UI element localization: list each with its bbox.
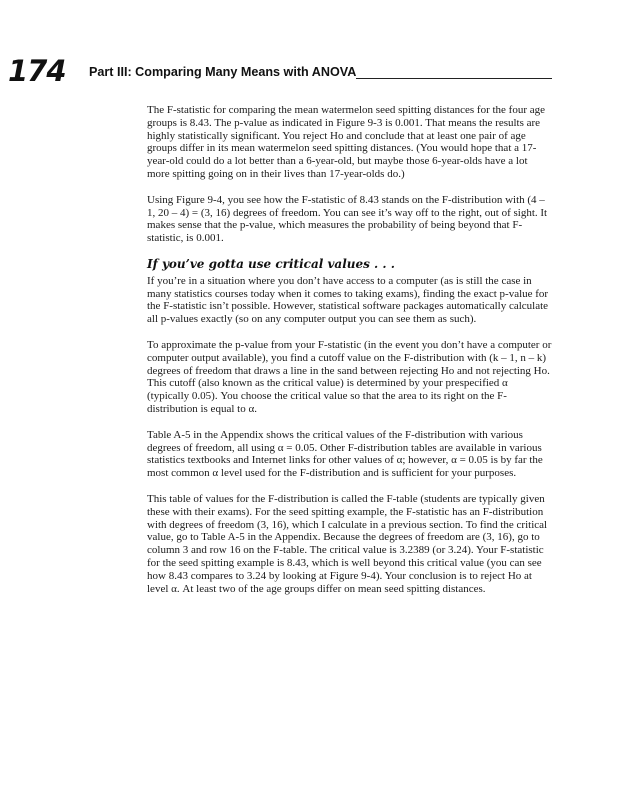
section-heading: If you’ve gotta use critical values . . . bbox=[147, 256, 395, 271]
paragraph: Table A-5 in the Appendix shows the critical values of the F-distribution with various degrees of freedom, all using α = 0.05. Other F-distribution tables are available in various statistics textbooks and Internet links for other values of α; however, α = 0.05 is by far the most common α level used for the F-distribution and is sufficient for your purposes. bbox=[147, 428, 543, 480]
paragraph: To approximate the p-value from your F-statistic (in the event you don’t have a computer or computer output available), you find a cutoff value on the F-distribution with (k – 1, n – k) degrees of freedom that draws a line in the sand between rejecting Ho and not rejecting Ho. This cutoff (also known as the critical value) is determined by your prespecified α (typically 0.05). You choose the critical value so that the area to its right on the F-distribution is equal to α. bbox=[147, 338, 552, 415]
page-number: 174 bbox=[8, 54, 66, 88]
paragraph: If you’re in a situation where you don’t have access to a computer (as is still the case in many statistics courses today when it comes to taking exams), finding the exact p-value for the F-statistic isn’t possible. However, statistical software packages automatically calculate all p-values exactly (so on any computer output you can see them as such). bbox=[147, 274, 549, 326]
paragraph: Using Figure 9-4, you see how the F-statistic of 8.43 stands on the F-distribution with (4 – 1, 20 – 4) = (3, 16) degrees of freedom. You can see it’s way off to the right, out of sight. It makes sense that the p-value, which measures the probability of being beyond that F-statistic, is 0.001. bbox=[147, 193, 548, 245]
part-title: Part III: Comparing Many Means with ANOVA bbox=[89, 65, 357, 79]
paragraph: This table of values for the F-distribution is called the F-table (students are typically given these with their exams). For the seed spitting example, the F-statistic has an F-distribution with degrees of freedom (3, 16), which I calculate in a previous section. To find the critical value, go to Table A-5 in the Appendix. Because the degrees of freedom are (3, 16), go to column 3 and row 16 on the F-table. The critical value is 3.2389 (or 3.24). Your F-statistic for the seed spitting example is 8.43, which is well beyond this critical value (you can see how 8.43 compares to 3.24 by looking at Figure 9-4). Your conclusion is to reject Ho at level α. At least two of the age groups differ on mean seed spitting distances. bbox=[147, 492, 548, 595]
body-text bbox=[147, 104, 552, 608]
paragraph: The F-statistic for comparing the mean watermelon seed spitting distances for the four age groups is 8.43. The p-value as indicated in Figure 9-3 is 0.001. That means the results are highly statistically significant. You reject Ho and conclude that at least one pair of age groups differ in its mean watermelon seed spitting distances. (You would hope that a 17-year-old could do a lot better than a 6-year-old, but maybe those 6-year-olds have a lot more spitting going on in their lives than 17-year-olds do.) bbox=[147, 104, 546, 180]
header-rule bbox=[356, 78, 552, 79]
running-header bbox=[0, 54, 637, 88]
